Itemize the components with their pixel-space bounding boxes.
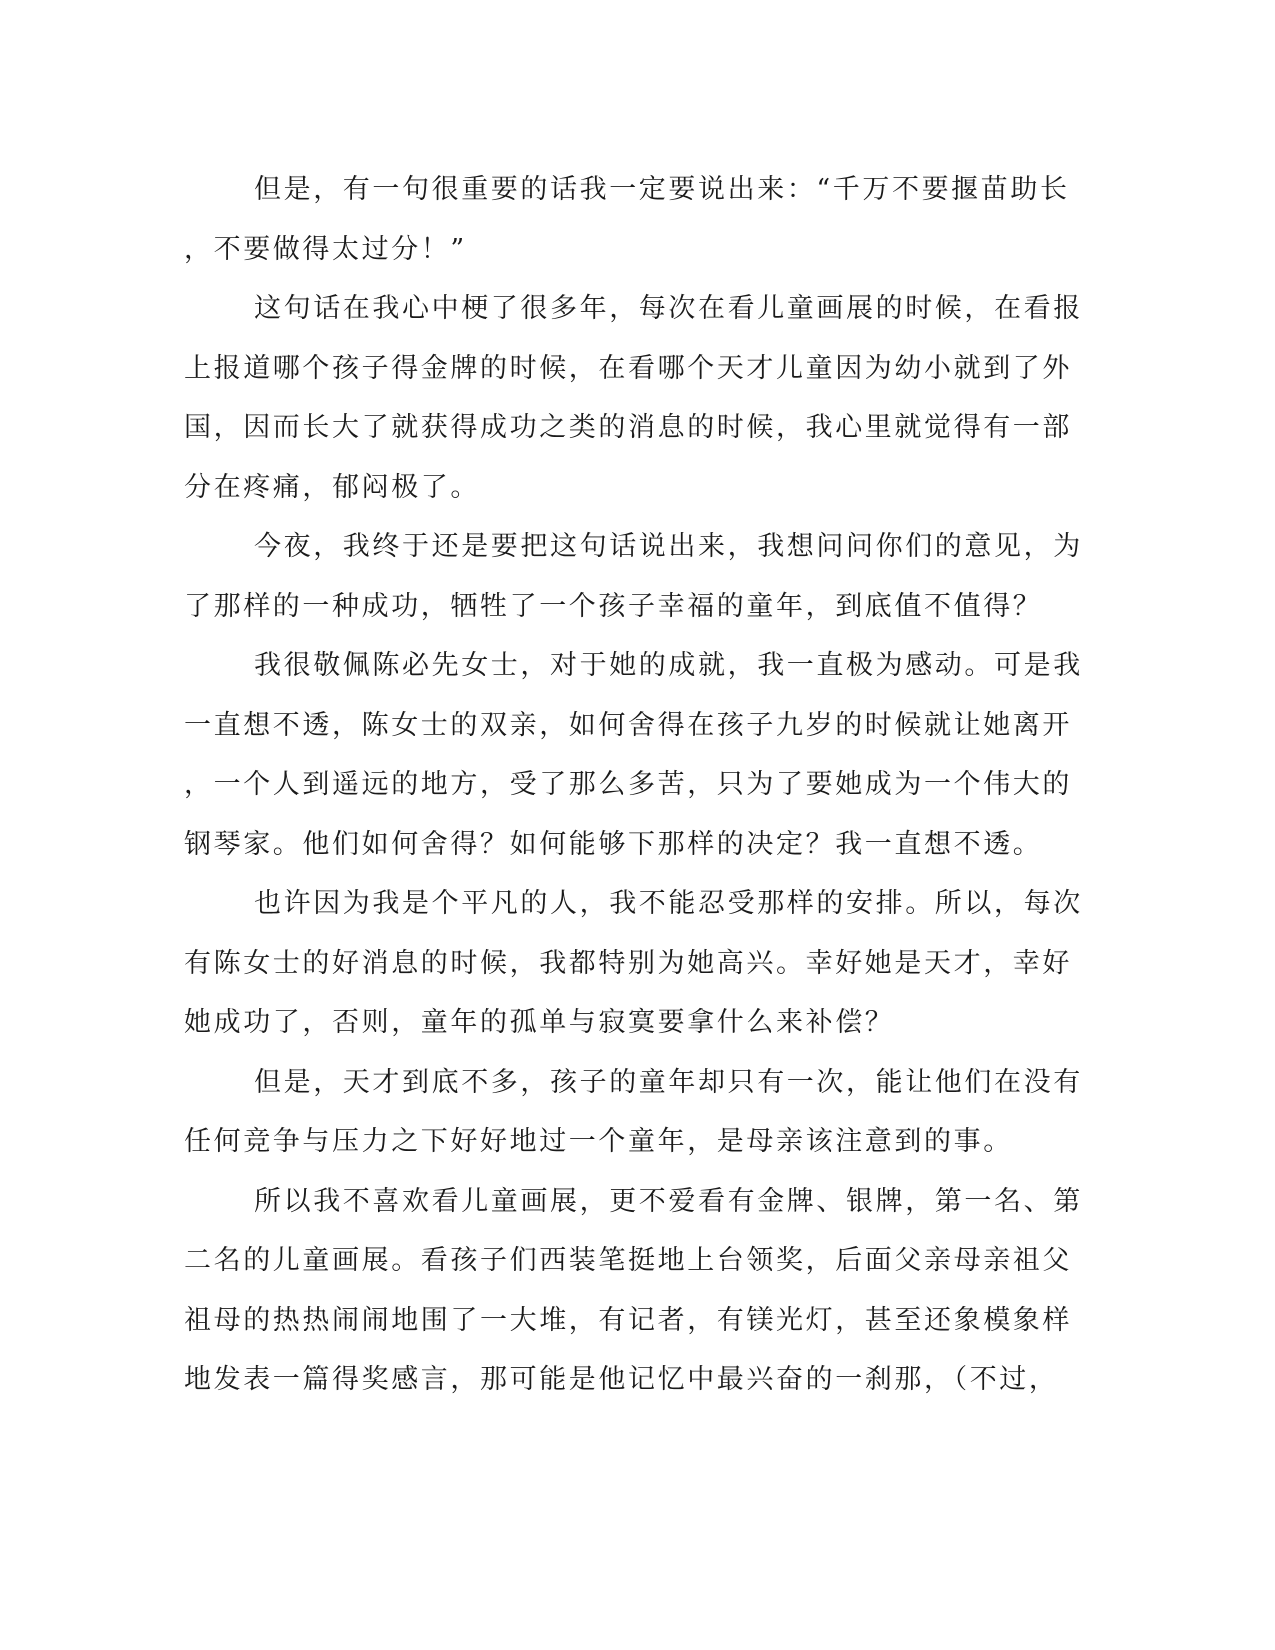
text-line: 也许因为我是个平凡的人，我不能忍受那样的安排。所以，每次 xyxy=(254,888,1083,919)
text-line: 任何竞争与压力之下好好地过一个童年，是母亲该注意到的事。 xyxy=(184,1126,1013,1157)
essay-body xyxy=(184,160,1083,1410)
text-line: 但是，天才到底不多，孩子的童年却只有一次，能让他们在没有 xyxy=(254,1066,1083,1098)
text-line: ，不要做得太过分！” xyxy=(184,233,467,265)
text-line: 地发表一篇得奖感言，那可能是他记忆中最兴奋的一刹那，（不过， xyxy=(184,1364,1059,1395)
text-line: 这句话在我心中梗了很多年，每次在看儿童画展的时候，在看报 xyxy=(254,293,1083,324)
text-line: 钢琴家。他们如何舍得？如何能够下那样的决定？我一直想不透。 xyxy=(184,828,1043,860)
text-line: 但是，有一句很重要的话我一定要说出来：“千万不要揠苗助长 xyxy=(254,174,1070,205)
text-line: 上报道哪个孩子得金牌的时候，在看哪个天才儿童因为幼小就到了外 xyxy=(184,352,1072,384)
text-line: 二名的儿童画展。看孩子们西装笔挺地上台领奖，后面父亲母亲祖父 xyxy=(184,1245,1072,1276)
text-line: 今夜，我终于还是要把这句话说出来，我想问问你们的意见，为 xyxy=(254,531,1083,562)
text-line: 我很敬佩陈必先女士，对于她的成就，我一直极为感动。可是我 xyxy=(254,650,1083,681)
text-line: 祖母的热热闹闹地围了一大堆，有记者，有镁光灯，甚至还象模象样 xyxy=(184,1304,1072,1336)
text-line: 所以我不喜欢看儿童画展，更不爱看有金牌、银牌，第一名、第 xyxy=(254,1185,1083,1217)
text-line: 一直想不透，陈女士的双亲，如何舍得在孩子九岁的时候就让她离开 xyxy=(184,709,1072,741)
text-line: ，一个人到遥远的地方，受了那么多苦，只为了要她成为一个伟大的 xyxy=(184,769,1072,800)
text-line: 有陈女士的好消息的时候，我都特别为她高兴。幸好她是天才，幸好 xyxy=(184,947,1072,979)
text-line: 分在疼痛，郁闷极了。 xyxy=(184,471,480,503)
text-line: 了那样的一种成功，牺牲了一个孩子幸福的童年，到底值不值得？ xyxy=(184,590,1043,622)
text-line: 国，因而长大了就获得成功之类的消息的时候，我心里就觉得有一部 xyxy=(184,412,1072,443)
text-line: 她成功了，否则，童年的孤单与寂寞要拿什么来补偿？ xyxy=(184,1007,895,1038)
